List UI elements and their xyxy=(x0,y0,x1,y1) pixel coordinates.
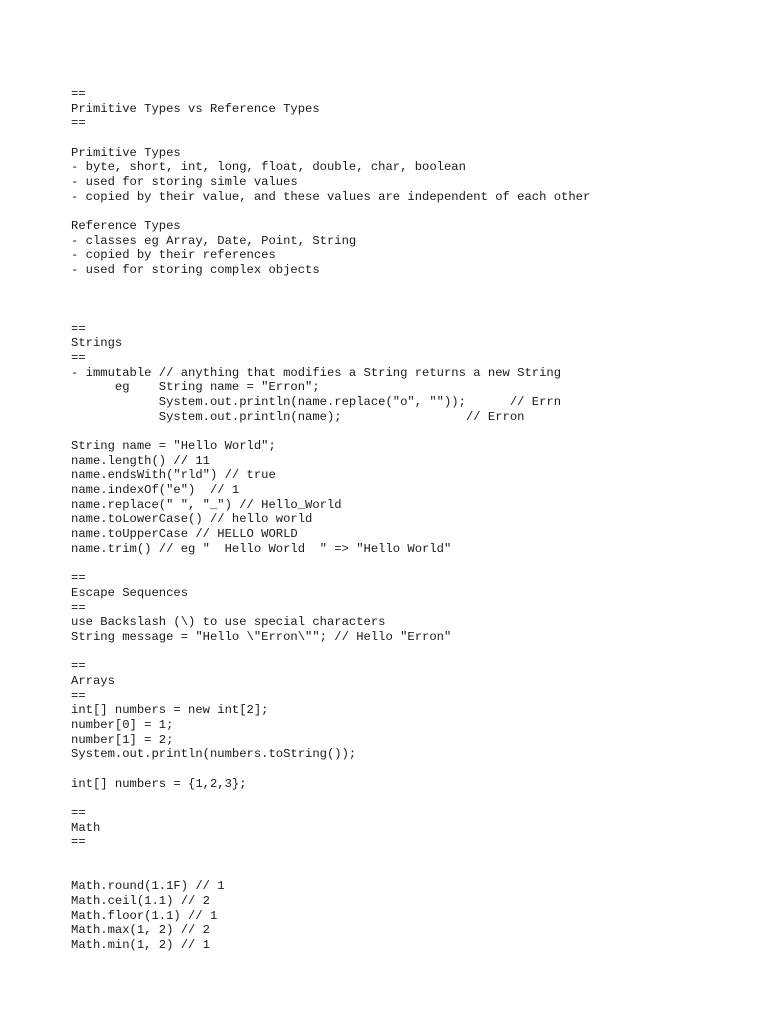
text-line: == xyxy=(71,600,86,615)
text-line: == xyxy=(71,87,86,101)
text-line xyxy=(71,278,590,293)
text-line: Math.max(1, 2) // 2 xyxy=(71,923,210,938)
text-line: == xyxy=(71,321,86,336)
text-line: == xyxy=(71,659,86,674)
text-line: int[] numbers = new int[2]; xyxy=(71,703,269,718)
section-title: Primitive Types vs Reference Types xyxy=(71,101,320,116)
text-line: System.out.println(numbers.toString()); xyxy=(71,747,357,762)
section-title: Math xyxy=(71,820,101,835)
text-line: String name = "Hello World"; xyxy=(71,439,276,454)
text-line: == xyxy=(71,116,86,131)
text-line xyxy=(71,557,590,572)
text-line: Math.round(1.1F) // 1 xyxy=(71,879,225,894)
text-line: number[0] = 1; xyxy=(71,717,174,732)
text-line: Math.min(1, 2) // 1 xyxy=(71,937,210,952)
text-line: - used for storing complex objects xyxy=(71,263,320,278)
text-line: - copied by their value, and these values are independent of each other xyxy=(71,189,591,204)
text-line: name.length() // 11 xyxy=(71,453,210,468)
text-line: name.endsWith("rld") // true xyxy=(71,468,276,483)
text-line: System.out.println(name); // Erron xyxy=(71,409,525,424)
section-title: Strings xyxy=(71,336,123,351)
text-line xyxy=(71,307,590,322)
text-line xyxy=(71,762,590,777)
text-line: == xyxy=(71,688,86,703)
text-line: name.toUpperCase // HELLO WORLD xyxy=(71,527,298,542)
text-line xyxy=(71,645,590,660)
text-line: - classes eg Array, Date, Point, String xyxy=(71,233,357,248)
text-line: Primitive Types xyxy=(71,145,181,160)
section-title: Escape Sequences xyxy=(71,585,189,600)
section-title: Arrays xyxy=(71,673,115,688)
text-line: Math.floor(1.1) // 1 xyxy=(71,908,218,923)
text-line: number[1] = 2; xyxy=(71,732,174,747)
text-line: - used for storing simle values xyxy=(71,175,298,190)
text-line xyxy=(71,204,590,219)
text-line: String message = "Hello \"Erron\""; // Hello "Erron" xyxy=(71,629,452,644)
text-line: == xyxy=(71,805,86,820)
text-line: - byte, short, int, long, float, double, char, boolean xyxy=(71,160,466,175)
text-line xyxy=(71,292,590,307)
text-line: eg String name = "Erron"; xyxy=(71,380,320,395)
text-line xyxy=(71,850,590,865)
text-line xyxy=(71,865,590,880)
text-line: == xyxy=(71,351,86,366)
text-line xyxy=(71,424,590,439)
text-line: - copied by their references xyxy=(71,248,276,263)
text-line: == xyxy=(71,835,86,850)
text-line: name.replace(" ", "_") // Hello_World xyxy=(71,497,342,512)
document-text xyxy=(71,87,590,953)
text-line: Reference Types xyxy=(71,219,181,234)
text-line: == xyxy=(71,571,86,586)
text-line: System.out.println(name.replace("o", "")); // Errn xyxy=(71,395,562,410)
text-line: use Backslash (\) to use special characters xyxy=(71,615,386,630)
text-line: name.indexOf("e") // 1 xyxy=(71,483,240,498)
text-line: name.toLowerCase() // hello world xyxy=(71,512,313,527)
text-line: - immutable // anything that modifies a String returns a new String xyxy=(71,365,562,380)
text-line xyxy=(71,791,590,806)
text-line xyxy=(71,131,590,146)
text-line: int[] numbers = {1,2,3}; xyxy=(71,776,247,791)
text-line: Math.ceil(1.1) // 2 xyxy=(71,893,210,908)
text-line: name.trim() // eg " Hello World " => "Hello World" xyxy=(71,541,452,556)
